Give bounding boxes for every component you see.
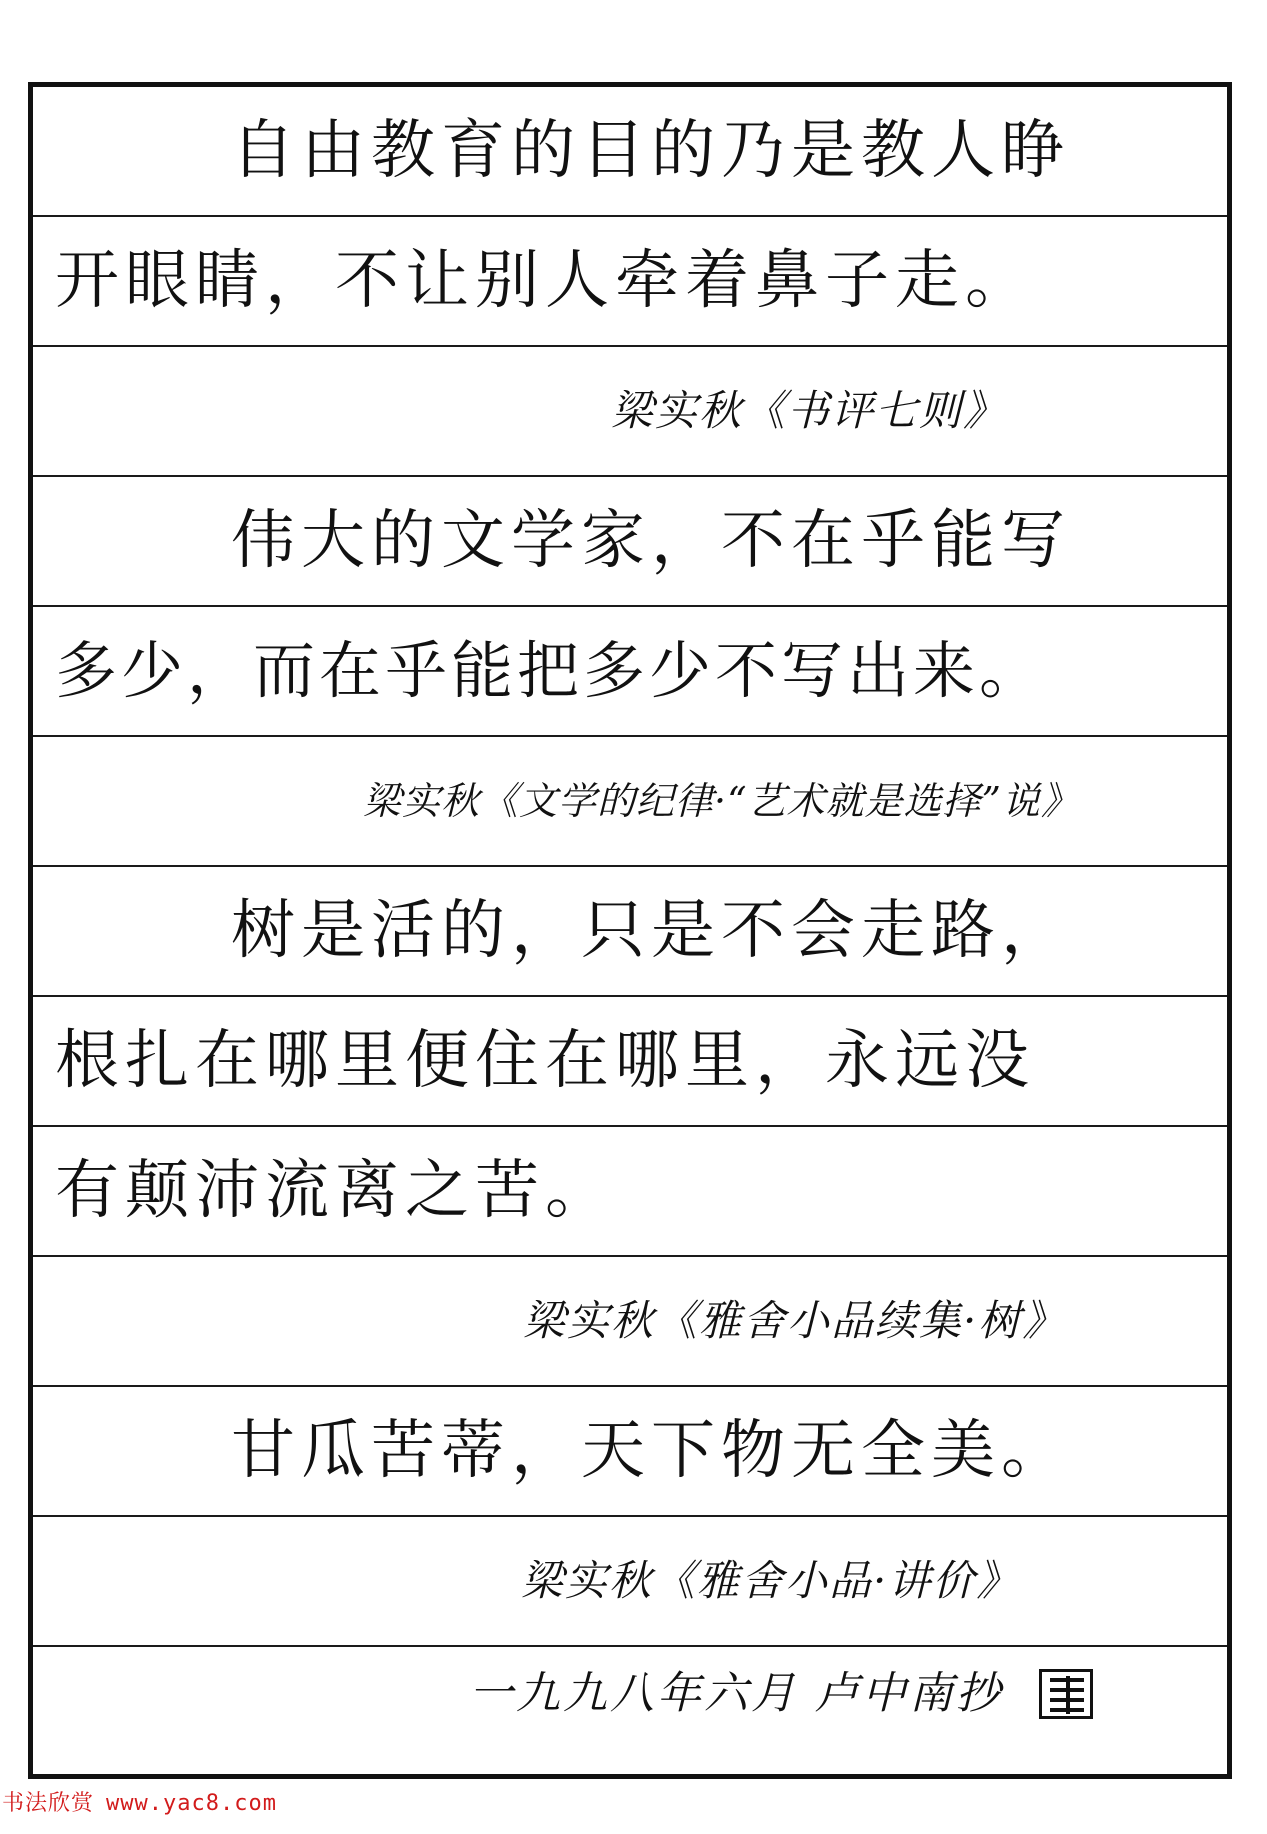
- grid-row: [33, 1127, 1227, 1257]
- grid-row: [33, 1257, 1227, 1387]
- source-citation: 梁实秋《文学的纪律·“艺术就是选择”说》: [363, 779, 1080, 823]
- grid-row: [33, 1647, 1227, 1774]
- seal-stamp-icon: [1039, 1669, 1093, 1719]
- grid-row: [33, 737, 1227, 867]
- grid-row: [33, 347, 1227, 477]
- grid-row: [33, 217, 1227, 347]
- grid-row: [33, 87, 1227, 217]
- text-line: 开眼睛，不让别人牵着鼻子走。: [55, 244, 1035, 318]
- source-citation: 梁实秋《书评七则》: [611, 386, 1008, 435]
- text-line: 根扎在哪里便住在哪里，永远没: [55, 1024, 1035, 1098]
- site-watermark: [2, 1786, 277, 1817]
- text-line: 自由教育的目的乃是教人睁: [231, 114, 1071, 188]
- grid-row: [33, 997, 1227, 1127]
- text-line: 多少，而在乎能把多少不写出来。: [55, 634, 1046, 707]
- grid-row: [33, 477, 1227, 607]
- source-citation: 梁实秋《雅舍小品·讲价》: [521, 1556, 1021, 1605]
- watermark-domain: www.yac8.com: [106, 1791, 277, 1816]
- grid-row: [33, 1387, 1227, 1517]
- signature-block: [469, 1669, 1093, 1719]
- text-line: 伟大的文学家，不在乎能写: [231, 504, 1071, 578]
- text-line: 甘瓜苦蒂，天下物无全美。: [231, 1414, 1071, 1488]
- source-citation: 梁实秋《雅舍小品续集·树》: [523, 1296, 1067, 1345]
- watermark-site-name: 书法欣赏: [2, 1791, 95, 1816]
- grid-row: [33, 607, 1227, 737]
- grid-row: [33, 1517, 1227, 1647]
- text-line: 有颠沛流离之苦。: [55, 1154, 615, 1228]
- text-line: 树是活的，只是不会走路，: [231, 894, 1071, 968]
- calligraphy-grid-page: [28, 82, 1232, 1779]
- grid-row: [33, 867, 1227, 997]
- signature-text: 一九九八年六月 卢中南抄: [469, 1668, 1003, 1719]
